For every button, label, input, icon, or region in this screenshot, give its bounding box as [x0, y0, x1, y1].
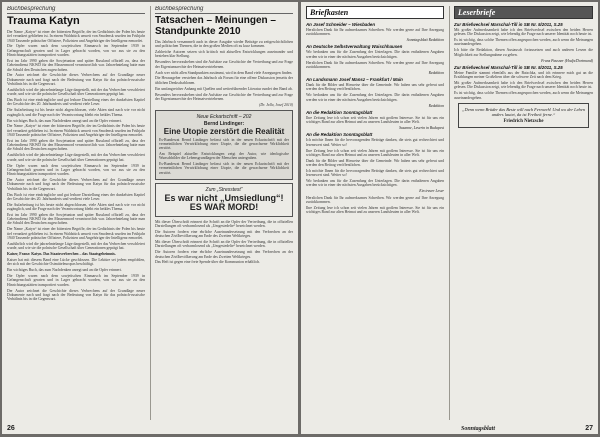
column-leserbriefe [454, 6, 593, 422]
letter-text: Wir bedanken uns für die Zusendung der Unterlagen. Die darin enthaltenen Angaben werden wir in einer der nächsten Ausgaben berücksichtigen. [306, 93, 444, 102]
letter-text: Dank für die Bilder und Hinweise über die Gemeinde. Wir haben uns sehr gefreut und werden den Beitrag veröffentlichen. [306, 83, 444, 92]
letter-text: Wir bedanken uns für die Zusendung der Unterlagen. Die darin enthaltenen Angaben werden wir in einer der nächsten Ausgaben berücksichtigen. [306, 179, 444, 188]
letter-text: Ihre Zeitung lese ich schon seit vielen Jahren mit großem Interesse. Sie ist für uns ein wichtiges Band zur alten Heimat und zu unseren Landsleuten in aller Welt. [306, 148, 444, 157]
nietzsche-quote-box [458, 103, 589, 128]
article-paragraph: Die Aufarbeitung ist bis heute nicht abgeschlossen, viele Akten sind nach wie vor nicht zugänglich, und die Frage nach der Verantwortung bleibt ein heikles Thema. [7, 108, 145, 117]
letter-text: Dank für die Bilder und Hinweise über die Gemeinde. Wir haben uns sehr gefreut und werden den Beitrag veröffentlichen. [306, 158, 444, 167]
article-paragraph: Besonders hervorzuheben sind die Aufsätze zur Geschichte der Vertreibung und zur Frage der Eigentumsrechte der Heimatvertriebenen. [155, 60, 293, 69]
article-paragraph: Das Buch ist eine eindringliche und gut lesbare Darstellung eines der dunkelsten Kapitel der Geschichte des 20. Jahrhunderts und verdient viele Leser. [7, 98, 145, 107]
letter-signature: Redaktion [428, 70, 444, 75]
page-number-right: 27 [585, 425, 593, 432]
article-paragraph: Die Herausgeber verstehen das Jahrbuch als Forum für eine offene Diskussion jenseits der üblichen Denkschablonen. [155, 76, 293, 85]
letter-text: Herzlichen Dank für Ihr aufmerksames Schreiben. Wir werden gerne auf Ihre Anregung zurückkommen. [306, 195, 444, 204]
letter-text: Ich möchte Ihnen für die hervorragenden Beiträge danken, die stets gut recherchiert und lesenswert sind. Weiter so! [306, 168, 444, 178]
letter-signature: Ein treuer Leser [419, 189, 444, 194]
letter-title: Zur Briefwechsel Marschal-Till in SB Nr. 5/2011, S.25 [454, 22, 563, 27]
article-paragraph: Erst im Jahr 1990 gaben die Sowjetunion und später Russland offiziell zu, dass der Geheimdienst NKWD für den Massenmord verantwortlich war. Jahrzehntelang hatte man die Schuld den Deutschen zugeschoben. [7, 212, 145, 226]
headline-trauma-katyn: Trauma Katyn [7, 15, 80, 27]
article-paragraph: Die Aufarbeitung ist bis heute nicht abgeschlossen, viele Akten sind nach wie vor nicht zugänglich, und die Frage nach der Verantwortung bleibt ein heikles Thema. [7, 202, 145, 211]
letter-text: Mit großer Aufmerksamkeit habe ich den Briefwechsel zwischen den beiden Herren gelesen. Die Diskussion zeigt, wie lebendig die Frage nach unserer Identität noch heute ist. [454, 81, 593, 90]
article-paragraph: Der Name „Katyn“ ist einer der bittersten Begriffe, der im Gedächtnis der Polen bis heute tief verankert geblieben ist. In einem Waldstück unweit von Smolensk wurden im Frühjahr 1940 Tausende polnischer Offiziere, Polizisten und Angehöriger der Intelligenz ermordet. [7, 227, 145, 240]
article-paragraph: Die Opfer waren nach dem sowjetischen Einmarsch im September 1939 in Gefangenschaft geraten und in Lager gebracht worden, von wo aus sie zu den Hinrichtungsstätten transportiert wurden. [7, 163, 145, 177]
article-paragraph: Erst im Jahr 1990 gaben die Sowjetunion und später Russland offiziell zu, dass der Geheimdienst NKWD für den Massenmord verantwortlich war. Jahrzehntelang hatte man die Schuld den Deutschen zugeschoben. [7, 58, 145, 72]
article-paragraph: Kaiser hat mit diesem Band eine Lücke geschlossen. Die Lektüre sei jedem empfohlen, der sich mit der Geschichte Ostmitteleuropas beschäftigt. [7, 257, 145, 267]
letter-text: Meine Familie stammt ebenfalls aus der Batschka, und ich erinnere mich gut an die Erzählungen meiner Großeltern über die schwere Zeit nach dem Krieg. [454, 70, 593, 80]
article-paragraph: Zahlreiche Autoren setzen sich kritisch mit aktuellen Entwicklungen auseinander und beziehen klar Stellung. [155, 50, 293, 59]
letter-recipient: An die Redaktion Sonntagsblatt [306, 109, 373, 115]
letter-signature: Redaktion [428, 103, 444, 108]
article-paragraph: Besonders hervorzuheben sind die Aufsätze zur Geschichte der Vertreibung und zur Frage der Eigentumsrechte der Heimatvertriebenen. [155, 92, 293, 101]
article-paragraph: Ein wichtiges Buch, das zum Nachdenken anregt und an die Opfer erinnert. [7, 118, 122, 123]
letter-text: Es ist wichtig, dass solche Themen offen angesprochen werden, auch wenn die Meinungen auseinandergehen. [454, 38, 593, 47]
letter-recipient: An Josef Schneider – Wiesbaden [306, 22, 376, 27]
box-author: Bernd Lindinger: [203, 121, 245, 128]
article-paragraph: Ein wichtiges Buch, das zum Nachdenken anregt und an die Opfer erinnert. [7, 268, 122, 273]
box-label: Neue Eckartschrift – 202 [196, 114, 252, 121]
box-label: Zum „Stresstest“ [205, 186, 243, 193]
box-title: Es war nicht „Umsiedlung“! ES WAR MORD! [164, 192, 284, 213]
article-paragraph: Das Jahrbuch versammelt auch in dieser Ausgabe wieder Beiträge zu zeitgeschichtlichen und politischen Themen, die in den großen Medien oft zu kurz kommen. [155, 40, 293, 49]
article-paragraph: Ein umfangreicher Anhang mit Quellen und weiterführender Literatur rundet den Band ab. [155, 86, 293, 91]
article-paragraph: Ausführlich wird die jahrzehntelange Lüge dargestellt, mit der das Verbrechen verschleiert wurde, und wie sie die polnische Gesellschaft über Generationen geprägt hat. [7, 87, 145, 97]
letter-text: Ich möchte Ihnen für die hervorragenden Beiträge danken, die stets gut recherchiert und lesenswert sind. Weiter so! [306, 138, 444, 147]
letter-text: Ihre Zeitung lese ich schon seit vielen Jahren mit großem Interesse. Sie ist für uns ein wichtiges Band zur alten Heimat und zu unseren Landsleuten in aller Welt. [306, 115, 444, 125]
article-paragraph: Der Autor zeichnet die Geschichte dieses Verbrechens auf der Grundlage neuer Dokumente nach und fragt nach der Bedeutung von Katyn für das polnisch-russische Verhältnis bis in die Gegenwart. [7, 73, 145, 87]
letter-text: Herzlichen Dank für Ihr aufmerksames Schreiben. Wir werden gerne auf Ihre Anregung zurückkommen. [306, 28, 444, 37]
article-paragraph: Das Buch ist eine eindringliche und gut lesbare Darstellung eines der dunkelsten Kapitel der Geschichte des 20. Jahrhunderts und verdient viele Leser. [7, 192, 145, 201]
article-credit: (Dr. Jella, Josef 2010) [259, 102, 293, 107]
article-paragraph: Ausführlich wird die jahrzehntelange Lüge dargestellt, mit der das Verbrechen verschleiert wurde, und wie sie die polnische Gesellschaft über Generationen geprägt hat. [7, 241, 145, 251]
article-paragraph: Mit dieser Überschrift erinnert die Schrift an die Opfer der Vertreibung, die in offiziellen Darstellungen oft verharmlosend als „Umgesiedelte“ bezeichnet werden. [155, 240, 293, 249]
sonntagsblatt-logo: Sonntagsblatt [461, 426, 496, 432]
letter-recipient: An die Redaktion Sonntagsblatt [306, 132, 373, 138]
letter-text: Herzlichen Dank für Ihr aufmerksames Schreiben. Wir werden gerne auf Ihre Anregung zurückkommen. [306, 60, 444, 69]
section-label: Buchbesprechung [7, 6, 145, 14]
letter-text: Wir bedanken uns für die Zusendung der Unterlagen. Die darin enthaltenen Angaben werden wir in einer der nächsten Ausgaben berücksichtigen. [306, 50, 444, 59]
banner-title: Briefkasten [310, 8, 349, 17]
article-paragraph: Der Name „Katyn“ ist einer der bittersten Begriffe, der im Gedächtnis der Polen bis heute tief verankert geblieben ist. In einem Waldstück unweit von Smolensk wurden im Frühjahr 1940 Tausende polnischer Offiziere, Polizisten und Angehöriger der Intelligenz ermordet. [7, 30, 145, 43]
column-book-review-tatsachen [155, 6, 293, 422]
briefkasten-banner [306, 6, 444, 19]
letter-text: Ihre Zeitung lese ich schon seit vielen Jahren mit großem Interesse. Sie ist für uns ein wichtiges Band zur alten Heimat und zu unseren Landsleuten in aller Welt. [306, 205, 444, 215]
left-page [2, 2, 298, 434]
right-page [301, 2, 598, 434]
article-paragraph: Auch wer nicht allen Standpunkten zustimmt, wird in dem Band viele Anregungen finden. [155, 70, 293, 75]
article-paragraph: Mit dieser Überschrift erinnert die Schrift an die Opfer der Vertreibung, die in offiziellen Darstellungen oft verharmlosend als „Umgesiedelte“ bezeichnet werden. [155, 219, 293, 228]
article-paragraph: Erst im Jahr 1990 gaben die Sowjetunion und später Russland offiziell zu, dass der Geheimdienst NKWD für den Massenmord verantwortlich war. Jahrzehntelang hatte man die Schuld den Deutschen zugeschoben. [7, 138, 145, 152]
column-book-review-katyn [7, 6, 145, 422]
column-divider [449, 6, 450, 420]
headline-tatsachen: Tatsachen – Meinungen – Standpunkte 2010 [155, 15, 276, 37]
letter-signature: Sonntagsblatt Redaktion [406, 38, 444, 43]
article-paragraph: Der Name „Katyn“ ist einer der bittersten Begriffe, der im Gedächtnis der Polen bis heute tief verankert geblieben ist. In einem Waldstück unweit von Smolensk wurden im Frühjahr 1940 Tausende polnischer Offiziere, Polizisten und Angehöriger der Intelligenz ermordet. [7, 124, 145, 137]
article-paragraph: Die Opfer waren nach dem sowjetischen Einmarsch im September 1939 in Gefangenschaft geraten und in Lager gebracht worden, von wo aus sie zu den Hinrichtungsstätten transportiert wurden. [7, 44, 145, 58]
article-paragraph: Die Opfer waren nach dem sowjetischen Einmarsch im September 1939 in Gefangenschaft geraten und in Lager gebracht worden, von wo aus sie zu den Hinrichtungsstätten transportiert wurden. [7, 274, 145, 287]
box-title: Eine Utopie zerstört die Realität [163, 127, 285, 137]
eckartschrift-box [155, 110, 293, 180]
letter-title: Zur Briefwechsel Marschal-Till in SB Nr. 5/2011, S.25 [454, 64, 563, 70]
banner-title: Leserbriefe [458, 8, 496, 17]
letter-text: Es ist wichtig, dass solche Themen offen angesprochen werden, auch wenn die Meinungen auseinandergehen. [454, 91, 593, 100]
article-paragraph: Die Autoren fordern eine ehrliche Auseinandersetzung mit den Verbrechen an der deutschen Zivilbevölkerung am Ende des Zweiten Weltkrieges. [155, 229, 293, 239]
box-paragraph: Am Beispiel aktueller Entwicklungen zeigt der Autor, wie ideologische Wunschbilder die Lebensgrundlagen der Menschen untergraben. [159, 152, 289, 161]
letter-text: Ich bitte die Redaktion, diesen Austausch fortzusetzen und auch anderen Lesern die Möglichkeit zur Stellungnahme zu geben. [454, 48, 593, 57]
letter-recipient: An Deutsche Selbstverwaltung Waischhausen [306, 44, 403, 50]
article-paragraph: Das Heft ist gegen eine freie Spende über die Kommunion erhältlich. [155, 260, 261, 265]
article-paragraph: Der Autor zeichnet die Geschichte dieses Verbrechens auf der Grundlage neuer Dokumente nach und fragt nach der Bedeutung von Katyn für das polnisch-russische Verhältnis bis in die Gegenwart. [7, 288, 145, 302]
article-paragraph: Ausführlich wird die jahrzehntelange Lüge dargestellt, mit der das Verbrechen verschleiert wurde, und wie sie die polnische Gesellschaft über Generationen geprägt hat. [7, 153, 145, 162]
column-briefkasten [306, 6, 444, 422]
box-paragraph: Es-Bundesrat Bernd Lindinger befasst sich in der neuen Eckartschrift mit der vermeintlichen Verwirklichung einer Utopie, die die gewachsene Wirklichkeit zerstört. [159, 137, 289, 151]
letter-signature: Franz Pausner (Hodjs/Dortmund) [541, 58, 593, 63]
column-divider [150, 6, 151, 420]
letter-recipient: An Landsmann Josef Mansz – Frankfurt / Main [306, 77, 403, 83]
book-reference: Kaiser, Franz: Katyn. Das Staatsverbrechen – das Staatsgeheimnis. [7, 252, 116, 257]
letter-signature: Susanne, Leserin in Budapest [399, 126, 444, 131]
letter-text: Mit großer Aufmerksamkeit habe ich den Briefwechsel zwischen den beiden Herren gelesen. Die Diskussion zeigt, wie lebendig die Frage nach unserer Identität noch heute ist. [454, 28, 593, 37]
box-paragraph: Es-Bundesrat Bernd Lindinger befasst sich in der neuen Eckartschrift mit der vermeintlichen Verwirklichung einer Utopie, die die gewachsene Wirklichkeit zerstört. [159, 162, 289, 175]
leserbriefe-banner [454, 6, 593, 19]
page-number-left: 26 [7, 425, 15, 432]
mord-box [155, 183, 293, 217]
quote-text: „Denn wenn Brüder das Beste will nach Fernweh! Und wo der Leben anders lautet, da ist Freiheit ferne.“ [462, 106, 585, 117]
article-paragraph: Der Autor zeichnet die Geschichte dieses Verbrechens auf der Grundlage neuer Dokumente nach und fragt nach der Bedeutung von Katyn für das polnisch-russische Verhältnis bis in die Gegenwart. [7, 178, 145, 191]
section-label: Buchbesprechung [155, 6, 293, 14]
quote-author: Friedrich Nietzsche [503, 118, 544, 124]
article-paragraph: Die Autoren fordern eine ehrliche Auseinandersetzung mit den Verbrechen an der deutschen Zivilbevölkerung am Ende des Zweiten Weltkrieges. [155, 250, 293, 259]
